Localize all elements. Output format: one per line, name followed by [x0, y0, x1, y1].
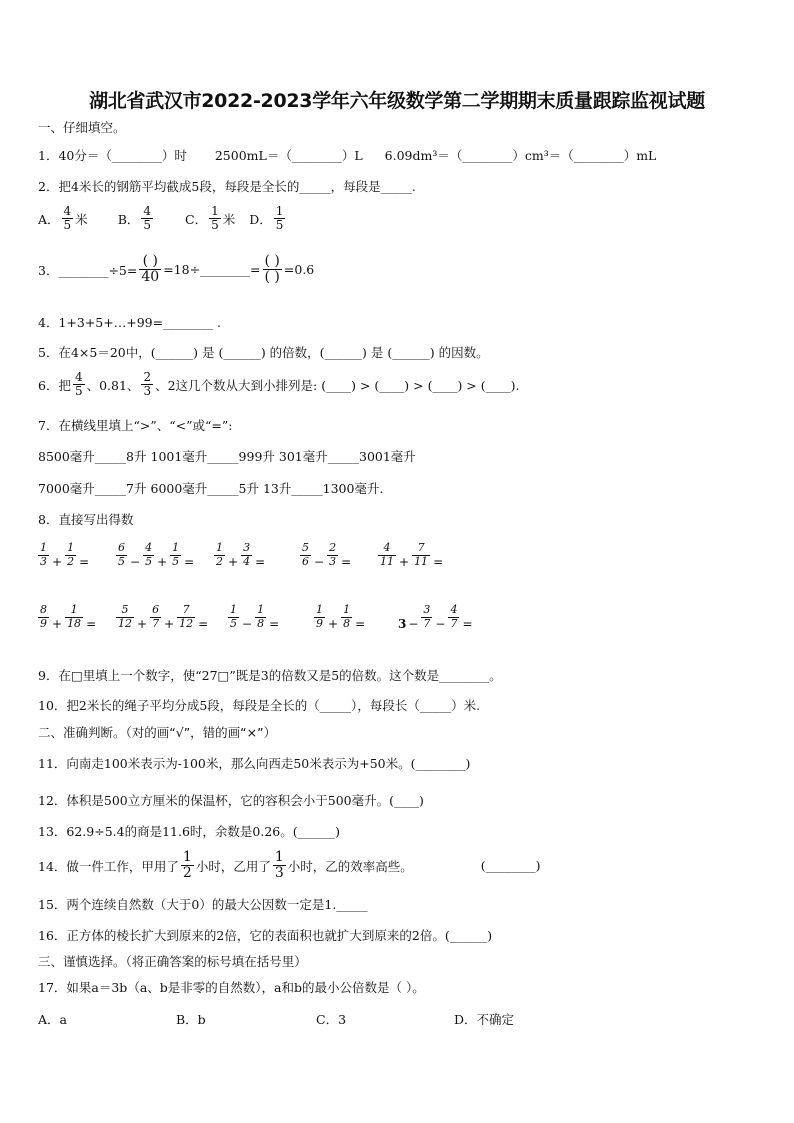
calc-operator: − [408, 617, 419, 631]
calc-fraction: $\frac{8}{9}$ [40, 603, 47, 630]
calc-operator: + [52, 555, 63, 569]
calc-fraction: $\frac{1}{3}$ [40, 541, 47, 568]
question-3-part-2: =18÷________= [163, 262, 261, 278]
section-2-heading: 二、准确判断。（对的画“√”，错的画“×”） [38, 725, 277, 740]
question-14-fraction-2: $\frac{1}{3}$ [274, 849, 284, 882]
question-14-part-3: 小时，乙的效率高些。 [287, 858, 413, 874]
calc-equals: = [269, 617, 280, 631]
page-title: 湖北省武汉市2022-2023学年六年级数学第二学期期末质量跟踪监视试题 [89, 90, 705, 112]
calc-operator: − [242, 617, 253, 631]
calc-fraction: $\frac{2}{3}$ [329, 541, 337, 568]
calc-fraction: $\frac{1}{2}$ [67, 541, 75, 568]
calc-fraction: $\frac{1}{2}$ [216, 541, 223, 568]
calc-item [36, 541, 90, 569]
section-1-heading: 一、仔细填空。 [38, 120, 126, 135]
calc-item [376, 541, 444, 569]
calc-whole-number: 3 [398, 617, 407, 631]
calc-fraction: $\frac{1}{18}$ [67, 603, 82, 630]
calc-fraction: $\frac{1}{5}$ [172, 541, 180, 568]
calc-operator: + [52, 617, 63, 631]
question-3-part-1: 3．________÷5= [38, 262, 138, 278]
question-17-option-a: A．a [38, 1012, 67, 1027]
question-17-options [38, 1010, 514, 1028]
option-d-label: D． [249, 211, 272, 227]
question-1-part-c: 6.09dm³＝（________）cm³＝（________）mL [384, 148, 657, 163]
question-17-option-d: D．不确定 [454, 1012, 515, 1027]
option-a-label: A． [38, 211, 60, 227]
calc-operator: + [137, 617, 148, 631]
question-7-row-1: 8500毫升_____8升 1001毫升_____999升 301毫升_____3001毫升 [38, 449, 416, 464]
calc-equals: = [255, 555, 266, 569]
calc-item [397, 603, 474, 631]
calc-operator: − [435, 617, 446, 631]
question-17-option-b: B．b [176, 1012, 206, 1027]
option-b-label: B． [117, 211, 140, 227]
option-c-unit: 米 [222, 211, 236, 227]
calc-equals: = [79, 555, 90, 569]
question-3 [38, 254, 314, 286]
question-6-fraction-1: $\frac{4}{5}$ [74, 370, 83, 399]
calc-item [226, 603, 280, 631]
calc-item [114, 541, 195, 569]
calc-fraction: $\frac{4}{11}$ [380, 541, 394, 568]
calc-fraction: $\frac{7}{11}$ [414, 541, 429, 568]
calc-operator: − [130, 555, 141, 569]
calc-fraction: $\frac{7}{12}$ [179, 603, 194, 630]
calc-fraction: $\frac{1}{8}$ [343, 603, 351, 630]
calc-fraction: $\frac{3}{7}$ [423, 603, 431, 630]
option-c-label: C． [185, 211, 208, 227]
calc-equals: = [198, 617, 209, 631]
calc-equals: = [433, 555, 444, 569]
question-3-fraction-1: $\frac{( )}{40}$ [141, 253, 160, 286]
calc-item [36, 603, 97, 631]
question-13: 13．62.9÷5.4的商是11.6时，余数是0.26。(______) [38, 824, 341, 839]
calc-fraction: $\frac{3}{4}$ [243, 541, 251, 568]
question-14-part-1: 14．做一件工作，甲用了 [38, 858, 179, 874]
question-3-part-3: =0.6 [283, 262, 315, 278]
question-2: 2．把4米长的钢筋平均截成5段，每段是全长的_____，每段是_____. [38, 179, 416, 194]
calc-operator: + [328, 617, 339, 631]
calc-operator: − [314, 555, 325, 569]
question-6-part-2: 、0.81、 [86, 377, 140, 393]
question-1 [38, 146, 656, 164]
question-17-option-c: C．3 [316, 1012, 347, 1027]
question-14 [38, 850, 541, 882]
option-c-fraction: $\frac{1}{5}$ [211, 204, 219, 233]
calc-fraction: $\frac{4}{5}$ [145, 541, 153, 568]
question-14-fraction-1: $\frac{1}{2}$ [182, 849, 192, 882]
calc-fraction: $\frac{6}{5}$ [118, 541, 125, 568]
calc-equals: = [341, 555, 352, 569]
calc-fraction: $\frac{1}{5}$ [230, 603, 237, 630]
question-15: 15．两个连续自然数（大于0）的最大公因数一定是1._____ [38, 897, 368, 912]
calc-item [212, 541, 266, 569]
question-6 [38, 371, 519, 398]
question-5: 5．在4×5＝20中，(______) 是 (______) 的倍数，(______) 是 (______) 的因数。 [38, 345, 489, 360]
calc-operator: + [228, 555, 239, 569]
question-6-part-3: 、2这几个数从大到小排列是: (____) > (____) > (____) > (____). [155, 377, 520, 393]
question-1-part-a: 1．40分＝（________）时 [38, 148, 187, 163]
calc-fraction: $\frac{1}{8}$ [257, 603, 265, 630]
calc-fraction: $\frac{5}{6}$ [302, 541, 309, 568]
calc-item [114, 603, 209, 631]
option-a-unit: 米 [75, 211, 88, 227]
question-6-part-1: 6．把 [38, 377, 71, 393]
question-4: 4．1+3+5+…+99=________ . [38, 315, 222, 330]
calc-fraction: $\frac{6}{7}$ [152, 603, 160, 630]
question-14-answer-blank: (________) [480, 858, 541, 874]
question-3-fraction-2: $\frac{( )}{( )}$ [264, 253, 280, 286]
section-3-heading: 三、谨慎选择。（将正确答案的标号填在括号里） [38, 954, 307, 969]
calc-equals: = [184, 555, 195, 569]
question-11: 11．向南走100米表示为-100米，那么向西走50米表示为+50米。(________) [38, 756, 471, 771]
calc-equals: = [462, 617, 473, 631]
question-8: 8．直接写出得数 [38, 512, 134, 527]
question-6-fraction-2: $\frac{2}{3}$ [143, 370, 152, 399]
calc-fraction: $\frac{4}{7}$ [450, 603, 458, 630]
calc-item [312, 603, 366, 631]
option-a-fraction: $\frac{4}{5}$ [63, 204, 72, 233]
question-14-part-2: 小时，乙用了 [195, 858, 271, 874]
question-2-options [38, 205, 287, 232]
question-10: 10．把2米长的绳子平均分成5段，每段是全长的（_____），每段长（_____）米. [38, 698, 481, 713]
calc-operator: + [157, 555, 168, 569]
calc-operator: + [164, 617, 175, 631]
question-9: 9．在□里填上一个数字，使“27□”既是3的倍数又是5的倍数。这个数是________。 [38, 668, 502, 683]
question-1-part-b: 2500mL＝（________）L [214, 148, 363, 163]
calc-item [298, 541, 352, 569]
calc-fraction: $\frac{1}{9}$ [316, 603, 323, 630]
question-7-row-2: 7000毫升_____7升 6000毫升_____5升 13升_____1300毫升. [38, 481, 384, 496]
option-d-fraction: $\frac{1}{5}$ [275, 204, 284, 233]
question-17: 17．如果a＝3b（a、b是非零的自然数），a和b的最小公倍数是（ ）。 [38, 980, 425, 995]
calc-equals: = [355, 617, 366, 631]
calc-equals: = [86, 617, 97, 631]
calc-operator: + [399, 555, 410, 569]
question-16: 16．正方体的棱长扩大到原来的2倍，它的表面积也就扩大到原来的2倍。(______) [38, 928, 493, 943]
question-12: 12．体积是500立方厘米的保温杯，它的容积会小于500毫升。(____) [38, 793, 424, 808]
question-7: 7．在横线里填上“>”、“<”或“=”: [38, 418, 233, 433]
option-b-fraction: $\frac{4}{5}$ [143, 204, 152, 233]
calc-fraction: $\frac{5}{12}$ [118, 603, 132, 630]
